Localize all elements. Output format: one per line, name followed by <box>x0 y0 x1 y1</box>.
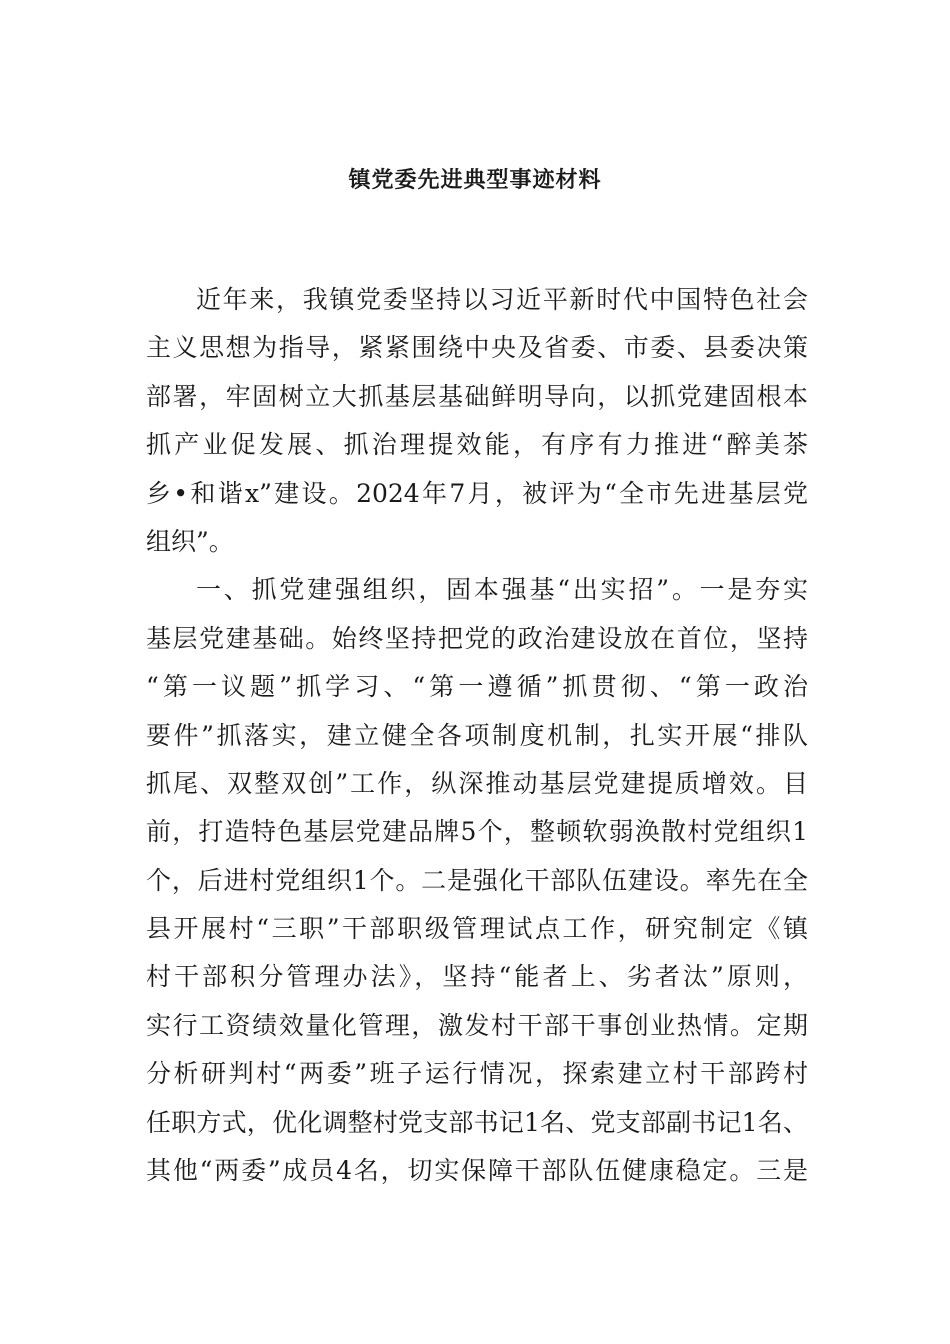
body-line: 基层党建基础。始终坚持把党的政治建设放在首位，坚持 <box>146 623 808 653</box>
body-line: 分析研判村“两委”班子运行情况，探索建立村干部跨村 <box>146 1059 808 1089</box>
body-line: 其他“两委”成员4名，切实保障干部队伍健康稳定。三是 <box>146 1156 808 1186</box>
body-line: “第一议题”抓学习、“第一遵循”抓贯彻、“第一政治 <box>146 672 808 702</box>
document-body <box>146 276 808 1195</box>
body-line: 部署，牢固树立大抓基层基础鲜明导向，以抓党建固根本 <box>146 381 808 411</box>
body-line: 前，打造特色基层党建品牌5个，整顿软弱涣散村党组织1 <box>146 817 808 847</box>
body-line: 任职方式，优化调整村党支部书记1名、党支部副书记1名、 <box>146 1107 808 1137</box>
body-line: 抓尾、双整双创”工作，纵深推动基层党建提质增效。目 <box>146 768 808 798</box>
document-title: 镇党委先进典型事迹材料 <box>348 167 602 193</box>
body-line: 一、抓党建强组织，固本强基“出实招”。一是夯实 <box>196 575 808 605</box>
body-line: 组织”。 <box>146 526 234 556</box>
body-line: 抓产业促发展、抓治理提效能，有序有力推进“醉美茶 <box>146 430 808 460</box>
body-line: 村干部积分管理办法》，坚持“能者上、劣者汰”原则， <box>146 962 808 992</box>
body-line: 近年来，我镇党委坚持以习近平新时代中国特色社会 <box>196 285 808 314</box>
body-line: 乡•和谐x”建设。2024年7月，被评为“全市先进基层党 <box>146 478 808 508</box>
body-line: 要件”抓落实，建立健全各项制度机制，扎实开展“排队 <box>146 720 808 750</box>
body-line: 主义思想为指导，紧紧围绕中央及省委、市委、县委决策 <box>146 333 808 363</box>
body-line: 县开展村“三职”干部职级管理试点工作，研究制定《镇 <box>146 914 808 944</box>
body-line: 个，后进村党组织1个。二是强化干部队伍建设。率先在全 <box>146 865 808 895</box>
body-line: 实行工资绩效量化管理，激发村干部干事创业热情。定期 <box>146 1010 808 1040</box>
